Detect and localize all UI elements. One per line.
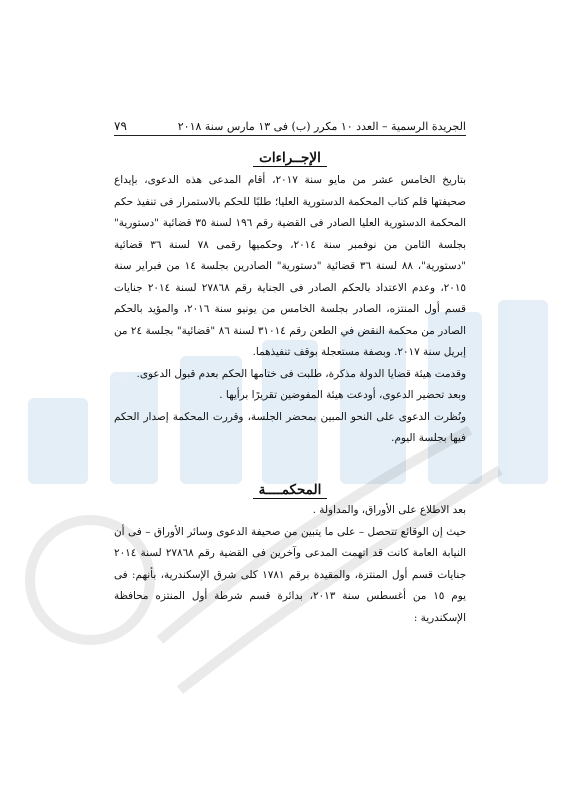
court-paragraph-1: بعد الاطلاع على الأوراق، والمداولة . — [312, 504, 466, 516]
procedures-section — [114, 150, 466, 450]
procedures-paragraph-4: ونُظرت الدعوى على النحو المبين بمحضر الجلسة، وقررت المحكمة إصدار الحكم فيها بجلسة اليوم. — [114, 410, 466, 444]
court-heading: المحكمــــة — [114, 482, 466, 498]
running-header — [114, 119, 466, 136]
procedures-paragraph-2: وقدمت هيئة قضايا الدولة مذكرة، طلبت فى ختامها الحكم بعدم قبول الدعوى. — [136, 367, 466, 380]
procedures-paragraph-3: وبعد تحضير الدعوى، أودعت هيئة المفوضين تقريرًا برأيها . — [219, 389, 466, 401]
court-paragraph-2: حيث إن الوقائع تتحصل – على ما يتبين من صحيفة الدعوى وسائر الأوراق – فى أن النيابة العامة كانت قد اتهمت المدعى وآخرين فى القضية رقم ٢٧٨٦٨ لسنة ٢٠١٤ جنايات قسم أول المنتزة، والمقيدة برقم ١٧٨١ كلى شرق الإسكندرية، بأنهم: فى يوم ١٥ من أغسطس سنة ٢٠١٣، بدائرة قسم شرطة أول المنتزه محافظة الإسكندرية : — [114, 525, 467, 624]
procedures-heading: الإجــراءات — [114, 150, 466, 166]
page-number: ٧٩ — [114, 119, 127, 133]
procedures-paragraph-1: بتاريخ الخامس عشر من مايو سنة ٢٠١٧، أقام المدعى هذه الدعوى، بإيداع صحيفتها قلم كتاب المحكمة الدستورية العليا؛ طلبًا للحكم بالاستمرار فى تنفيذ حكم المحكمة الدستورية العليا الصادر فى القضية رقم ١٩٦ لسنة ٣٥ قضائية "دستورية" بجلسة الثامن من نوفمبر سنة ٢٠١٤، وحكميها رقمى ٧٨ لسنة ٣٦ قضائية "دستورية"، ٨٨ لسنة ٣٦ قضائية "دستورية" الصادرين بجلسة ١٤ من فبراير سنة ٢٠١٥، وعدم الاعتداد بالحكم الصادر فى الجناية رقم ٢٧٨٦٨ لسنة ٢٠١٤ جنايات قسم أول المنتزه، الصادر بجلسة الخامس من يونيو سنة ٢٠١٦، والمؤيد بالحكم الصادر من محكمة النقض في الطعن رقم ٣١٠١٤ لسنة ٨٦ "قضائية" بجلسة ٢٤ من إبريل سنة ٢٠١٧. وبصفة مستعجلة بوقف تنفيذهما. — [114, 174, 467, 358]
gazette-title: الجريدة الرسمية – العدد ١٠ مكرر (ب) فى ١٣ مارس سنة ٢٠١٨ — [177, 120, 466, 133]
court-section — [114, 482, 466, 629]
